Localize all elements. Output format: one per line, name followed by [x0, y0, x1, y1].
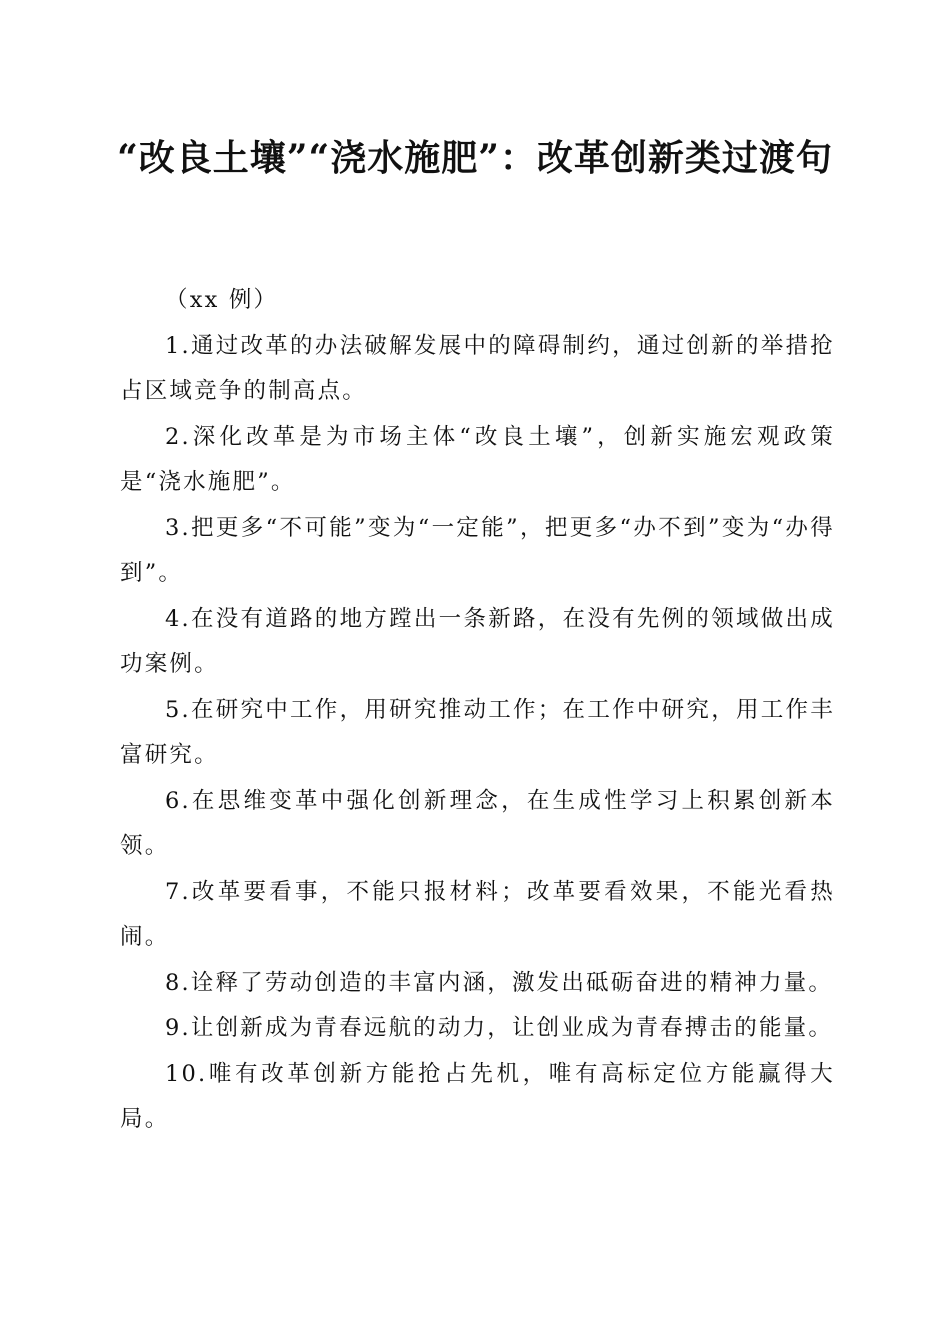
list-item: 10.唯有改革创新方能抢占先机，唯有高标定位方能赢得大局。 — [120, 1060, 835, 1132]
list-item: 5.在研究中工作，用研究推动工作；在工作中研究，用工作丰富研究。 — [120, 696, 835, 768]
list-item: 8.诠释了劳动创造的丰富内涵，激发出砥砺奋进的精神力量。 — [165, 969, 834, 996]
list-item: 7.改革要看事，不能只报材料；改革要看效果，不能光看热闹。 — [120, 878, 835, 950]
list-item: 4.在没有道路的地方蹚出一条新路，在没有先例的领域做出成功案例。 — [120, 605, 835, 677]
document-body — [120, 278, 835, 1143]
list-item: 1.通过改革的办法破解发展中的障碍制约，通过创新的举措抢占区域竞争的制高点。 — [120, 332, 835, 404]
list-item: 6.在思维变革中强化创新理念，在生成性学习上积累创新本领。 — [120, 787, 835, 859]
list-item: 2.深化改革是为市场主体“改良土壤”，创新实施宏观政策是“浇水施肥”。 — [120, 423, 835, 495]
example-count-note: （xx 例） — [165, 287, 279, 313]
page-title: “改良土壤”“浇水施肥”：改革创新类过渡句 — [117, 137, 833, 179]
list-item: 3.把更多“不可能”变为“一定能”，把更多“办不到”变为“办得到”。 — [120, 514, 835, 586]
list-item: 9.让创新成为青春远航的动力，让创业成为青春搏击的能量。 — [165, 1015, 834, 1041]
